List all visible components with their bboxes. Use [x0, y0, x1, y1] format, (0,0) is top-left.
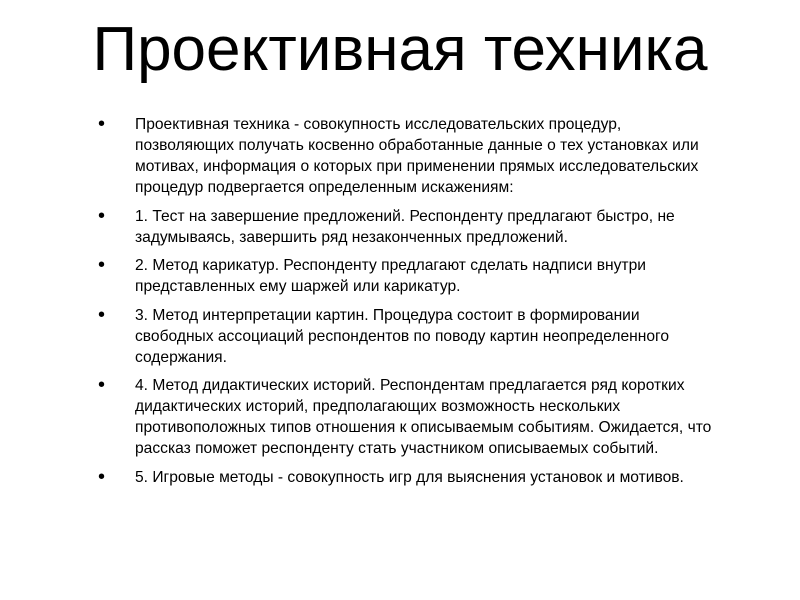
bullet-text: 1. Тест на завершение предложений. Респонденту предлагают быстро, не задумываясь, завершить ряд незаконченных предложений.	[135, 207, 675, 246]
bullet-icon: •	[98, 374, 106, 396]
bullet-item	[98, 255, 718, 297]
bullet-text: 2. Метод карикатур. Респонденту предлагают сделать надписи внутри представленных ему шаржей или карикатур.	[135, 257, 646, 295]
bullet-item	[98, 467, 718, 488]
bullet-item	[98, 375, 718, 459]
bullet-icon: •	[98, 465, 106, 488]
bullet-text: 5. Игровые методы - совокупность игр для выяснения установок и мотивов.	[135, 468, 684, 486]
bullet-list	[98, 114, 718, 495]
bullet-item	[98, 114, 718, 198]
bullet-text: 4. Метод дидактических историй. Респондентам предлагается ряд коротких дидактических историй, предполагающих возможность нескольких противоположных типов отношения к описываемым событиям. Ожидается, что рассказ поможет респонденту стать участником описываемых событий.	[135, 377, 712, 457]
bullet-icon: •	[98, 204, 106, 227]
bullet-item	[98, 206, 718, 248]
bullet-icon: •	[98, 303, 106, 326]
slide-title: Проективная техника	[92, 15, 708, 84]
bullet-text: 3. Метод интерпретации картин. Процедура состоит в формировании свободных ассоциаций респондентов по поводу картин неопределенного содержания.	[135, 306, 670, 366]
bullet-item	[98, 305, 718, 368]
bullet-icon: •	[98, 113, 106, 135]
bullet-icon: •	[98, 254, 106, 276]
bullet-text: Проективная техника - совокупность исследовательских процедур, позволяющих получать косвенно обработанные данные о тех установках или мотивах, информация о которых при применении прямых исследовательских процедур подвергается определенным искажениям:	[135, 116, 699, 196]
